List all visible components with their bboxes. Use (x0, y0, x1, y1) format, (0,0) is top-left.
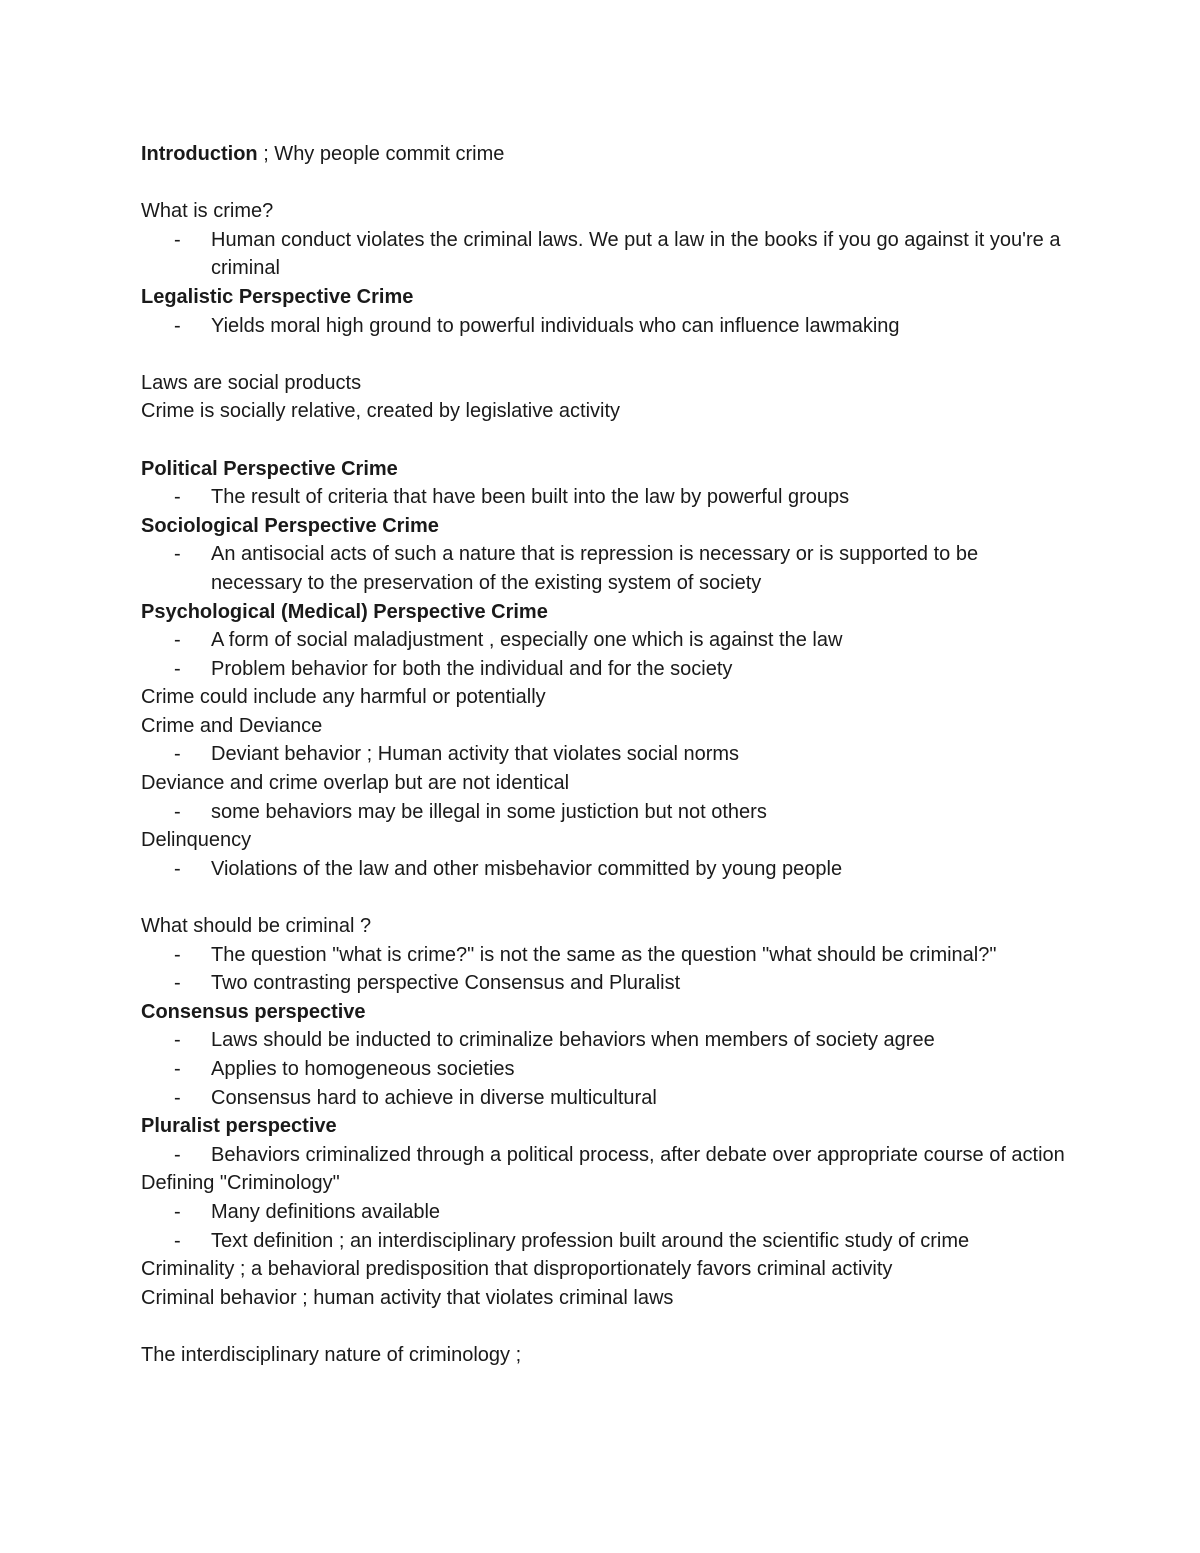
bullet-item (141, 969, 1071, 998)
section-heading: Legalistic Perspective Crime (141, 285, 414, 308)
spacer (141, 169, 1071, 198)
text-line: Crime and Deviance (141, 714, 323, 737)
dash-marker: - (174, 1143, 181, 1166)
bullet-text: Behaviors criminalized through a political process, after debate over appropriate course of action (211, 1143, 1065, 1166)
dash-marker: - (174, 743, 181, 766)
bullet-text: Many definitions available (211, 1200, 441, 1223)
text-line: Crime is socially relative, created by legislative activity (141, 400, 621, 423)
intro-title: Introduction (141, 143, 258, 165)
bullet-text: Laws should be inducted to criminalize behaviors when members of society agree (211, 1029, 935, 1052)
document-page (141, 140, 1071, 1370)
bullet-item (141, 798, 1071, 827)
bullet-item (141, 941, 1071, 970)
spacer (141, 340, 1071, 369)
bullet-text: Deviant behavior ; Human activity that violates social norms (211, 743, 740, 766)
dash-marker: - (174, 314, 181, 337)
text-line: The interdisciplinary nature of criminology ; (141, 1343, 522, 1366)
intro-line (141, 140, 1071, 169)
bullet-text: Problem behavior for both the individual and for the society (211, 657, 733, 680)
bullet-item (141, 540, 1071, 597)
bullet-text: Yields moral high ground to powerful individuals who can influence lawmaking (211, 314, 900, 337)
text-line: What is crime? (141, 200, 274, 223)
bullet-item (141, 1084, 1071, 1113)
bullet-item (141, 740, 1071, 769)
text-line: What should be criminal ? (141, 915, 372, 938)
dash-marker: - (174, 1029, 181, 1052)
bullet-text: The question "what is crime?" is not the same as the question "what should be criminal?" (211, 943, 997, 966)
text-line: Criminality ; a behavioral predisposition that disproportionately favors criminal activity (141, 1258, 893, 1281)
dash-marker: - (174, 1058, 181, 1080)
bullet-item (141, 483, 1071, 512)
bullet-text: A form of social maladjustment , especially one which is against the law (211, 629, 843, 652)
dash-marker: - (174, 972, 181, 995)
bullet-text: Consensus hard to achieve in diverse multicultural (211, 1086, 657, 1109)
text-line: Deviance and crime overlap but are not identical (141, 772, 570, 795)
dash-marker: - (174, 1086, 181, 1109)
section-heading: Political Perspective Crime (141, 457, 398, 480)
intro-subtitle: ; Why people commit crime (257, 143, 505, 165)
spacer (141, 1312, 1071, 1341)
text-line: Defining "Criminology" (141, 1172, 340, 1195)
bullet-text: some behaviors may be illegal in some justiction but not others (211, 800, 767, 823)
dash-marker: - (174, 800, 181, 823)
dash-marker: - (174, 629, 181, 652)
bullet-item (141, 226, 1071, 283)
section-heading: Sociological Perspective Crime (141, 514, 439, 537)
dash-marker: - (174, 486, 181, 509)
section-heading: Consensus perspective (141, 1000, 366, 1023)
spacer (141, 426, 1071, 455)
bullet-text: Two contrasting perspective Consensus and Pluralist (211, 972, 681, 995)
dash-marker: - (174, 657, 181, 680)
bullet-item (141, 1198, 1071, 1227)
bullet-text: The result of criteria that have been built into the law by powerful groups (211, 486, 850, 509)
dash-marker: - (174, 1200, 181, 1223)
bullet-item (141, 1055, 1071, 1084)
bullet-item (141, 655, 1071, 684)
dash-marker: - (174, 543, 181, 566)
dash-marker: - (174, 1229, 181, 1252)
dash-marker: - (174, 857, 181, 880)
text-line: Laws are social products (141, 371, 362, 394)
text-line: Crime could include any harmful or potentially (141, 686, 546, 709)
bullet-text: Human conduct violates the criminal laws. We put a law in the books if you go against it you're a criminal (211, 228, 1061, 280)
bullet-text: Applies to homogeneous societies (211, 1058, 515, 1080)
bullet-text: An antisocial acts of such a nature that is repression is necessary or is supported to be necessary to the preservation of the existing system of society (211, 543, 979, 594)
bullet-item (141, 1227, 1071, 1256)
bullet-text: Violations of the law and other misbehavior committed by young people (211, 857, 843, 880)
bullet-item (141, 312, 1071, 341)
dash-marker: - (174, 943, 181, 966)
dash-marker: - (174, 228, 181, 251)
bullet-item (141, 855, 1071, 884)
bullet-text: Text definition ; an interdisciplinary profession built around the scientific study of crime (211, 1229, 970, 1252)
bullet-item (141, 626, 1071, 655)
text-line: Delinquency (141, 829, 252, 852)
bullet-item (141, 1026, 1071, 1055)
bullet-item (141, 1141, 1071, 1170)
section-heading: Pluralist perspective (141, 1115, 337, 1138)
spacer (141, 883, 1071, 912)
text-line: Criminal behavior ; human activity that violates criminal laws (141, 1286, 674, 1309)
section-heading: Psychological (Medical) Perspective Crime (141, 600, 548, 623)
